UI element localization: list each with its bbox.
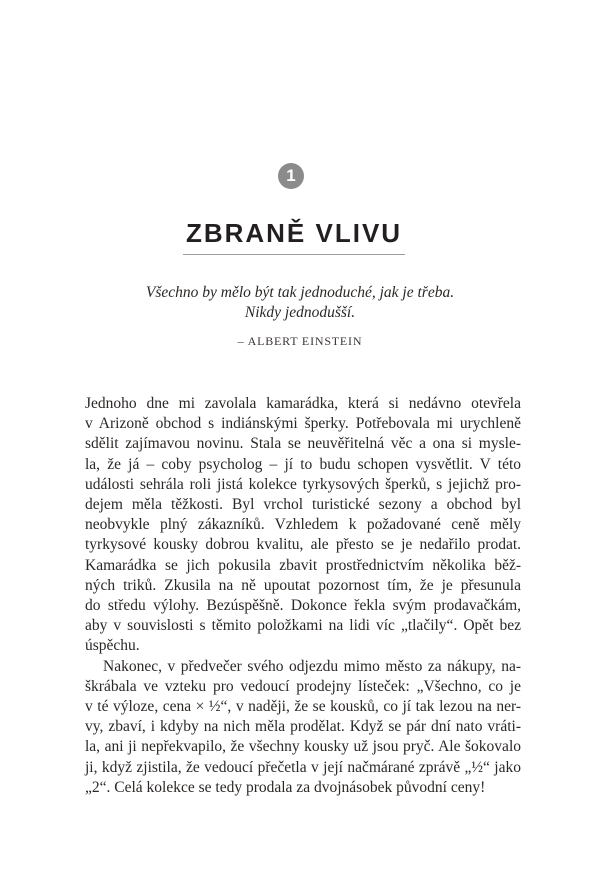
body-line: vy, zbaví, i kdyby na nich měla prodělat. Když se pár dní nato vráti- xyxy=(85,718,521,736)
paragraph xyxy=(85,394,521,657)
epigraph-line: Nikdy jednodušší. xyxy=(244,304,356,321)
body-line: dejem měla těžkosti. Byl vrchol turistické sezony a obchod byl xyxy=(85,496,521,514)
body-line: ných triků. Zkusila na ně upoutat pozornost tím, že je přesunula xyxy=(85,576,521,594)
body-text xyxy=(85,394,521,798)
body-line: Nakonec, v předvečer svého odjezdu mimo město za nákupy, na- xyxy=(103,657,521,675)
body-line: v Arizoně obchod s indiánskými šperky. Potřebovala mi urychleně xyxy=(85,415,521,433)
chapter-number-badge xyxy=(278,163,304,189)
body-line: ji, když zjistila, že vedoucí přečetla v její načmárané zprávě „½“ jako xyxy=(85,758,521,776)
body-line: tyrkysové kousky dobrou kvalitu, ale přesto se je nedařilo prodat. xyxy=(85,536,521,554)
epigraph-attribution: – ALBERT EINSTEIN xyxy=(237,334,363,348)
chapter-number: 1 xyxy=(286,166,296,185)
chapter-title-wrap xyxy=(0,218,588,255)
body-line: do středu výlohy. Bezúspěšně. Dokonce řekla svým prodavačkám, xyxy=(85,597,521,615)
body-line: úspěchu. xyxy=(85,637,140,655)
chapter-title: ZBRANĚ VLIVU xyxy=(183,218,405,255)
body-line: la, že já – coby psycholog – jí to budu schopen vysvětlit. V této xyxy=(85,455,521,473)
body-line: Jednoho dne mi zavolala kamarádka, která si nedávno otevřela xyxy=(85,395,521,412)
body-line: neobvykle plný zákazníků. Vzhledem k požadované ceně měly xyxy=(85,516,521,534)
epigraph-line: Všechno by mělo být tak jednoduché, jak je třeba. xyxy=(145,284,455,301)
body-line: „2“. Celá kolekce se tedy prodala za dvojnásobek původní ceny! xyxy=(85,778,486,796)
body-line: události sehrála roli jistá kolekce tyrkysových šperků, s jejichž pro- xyxy=(85,475,521,493)
body-line: Kamarádka se jich pokusila zbavit prostřednictvím několika běž- xyxy=(85,556,521,574)
body-line: v té výloze, cena × ½“, v naději, že se kousků, co jí tak lezou na ner- xyxy=(85,698,521,716)
body-line: aby v souvislosti s těmito položkami na lidi víc „tlačily“. Opět bez xyxy=(85,617,521,635)
body-line: škrábala ve vzteku pro vedoucí prodejny lísteček: „Všechno, co je xyxy=(85,677,521,695)
body-line: la, ani ji nepřekvapilo, že všechny kousky už jsou pryč. Ale šokovalo xyxy=(85,738,521,756)
body-line: sdělit zajímavou novinu. Stala se neuvěřitelná věc a ona si mysle- xyxy=(85,435,521,453)
paragraph xyxy=(85,657,521,798)
epigraph xyxy=(0,283,600,323)
